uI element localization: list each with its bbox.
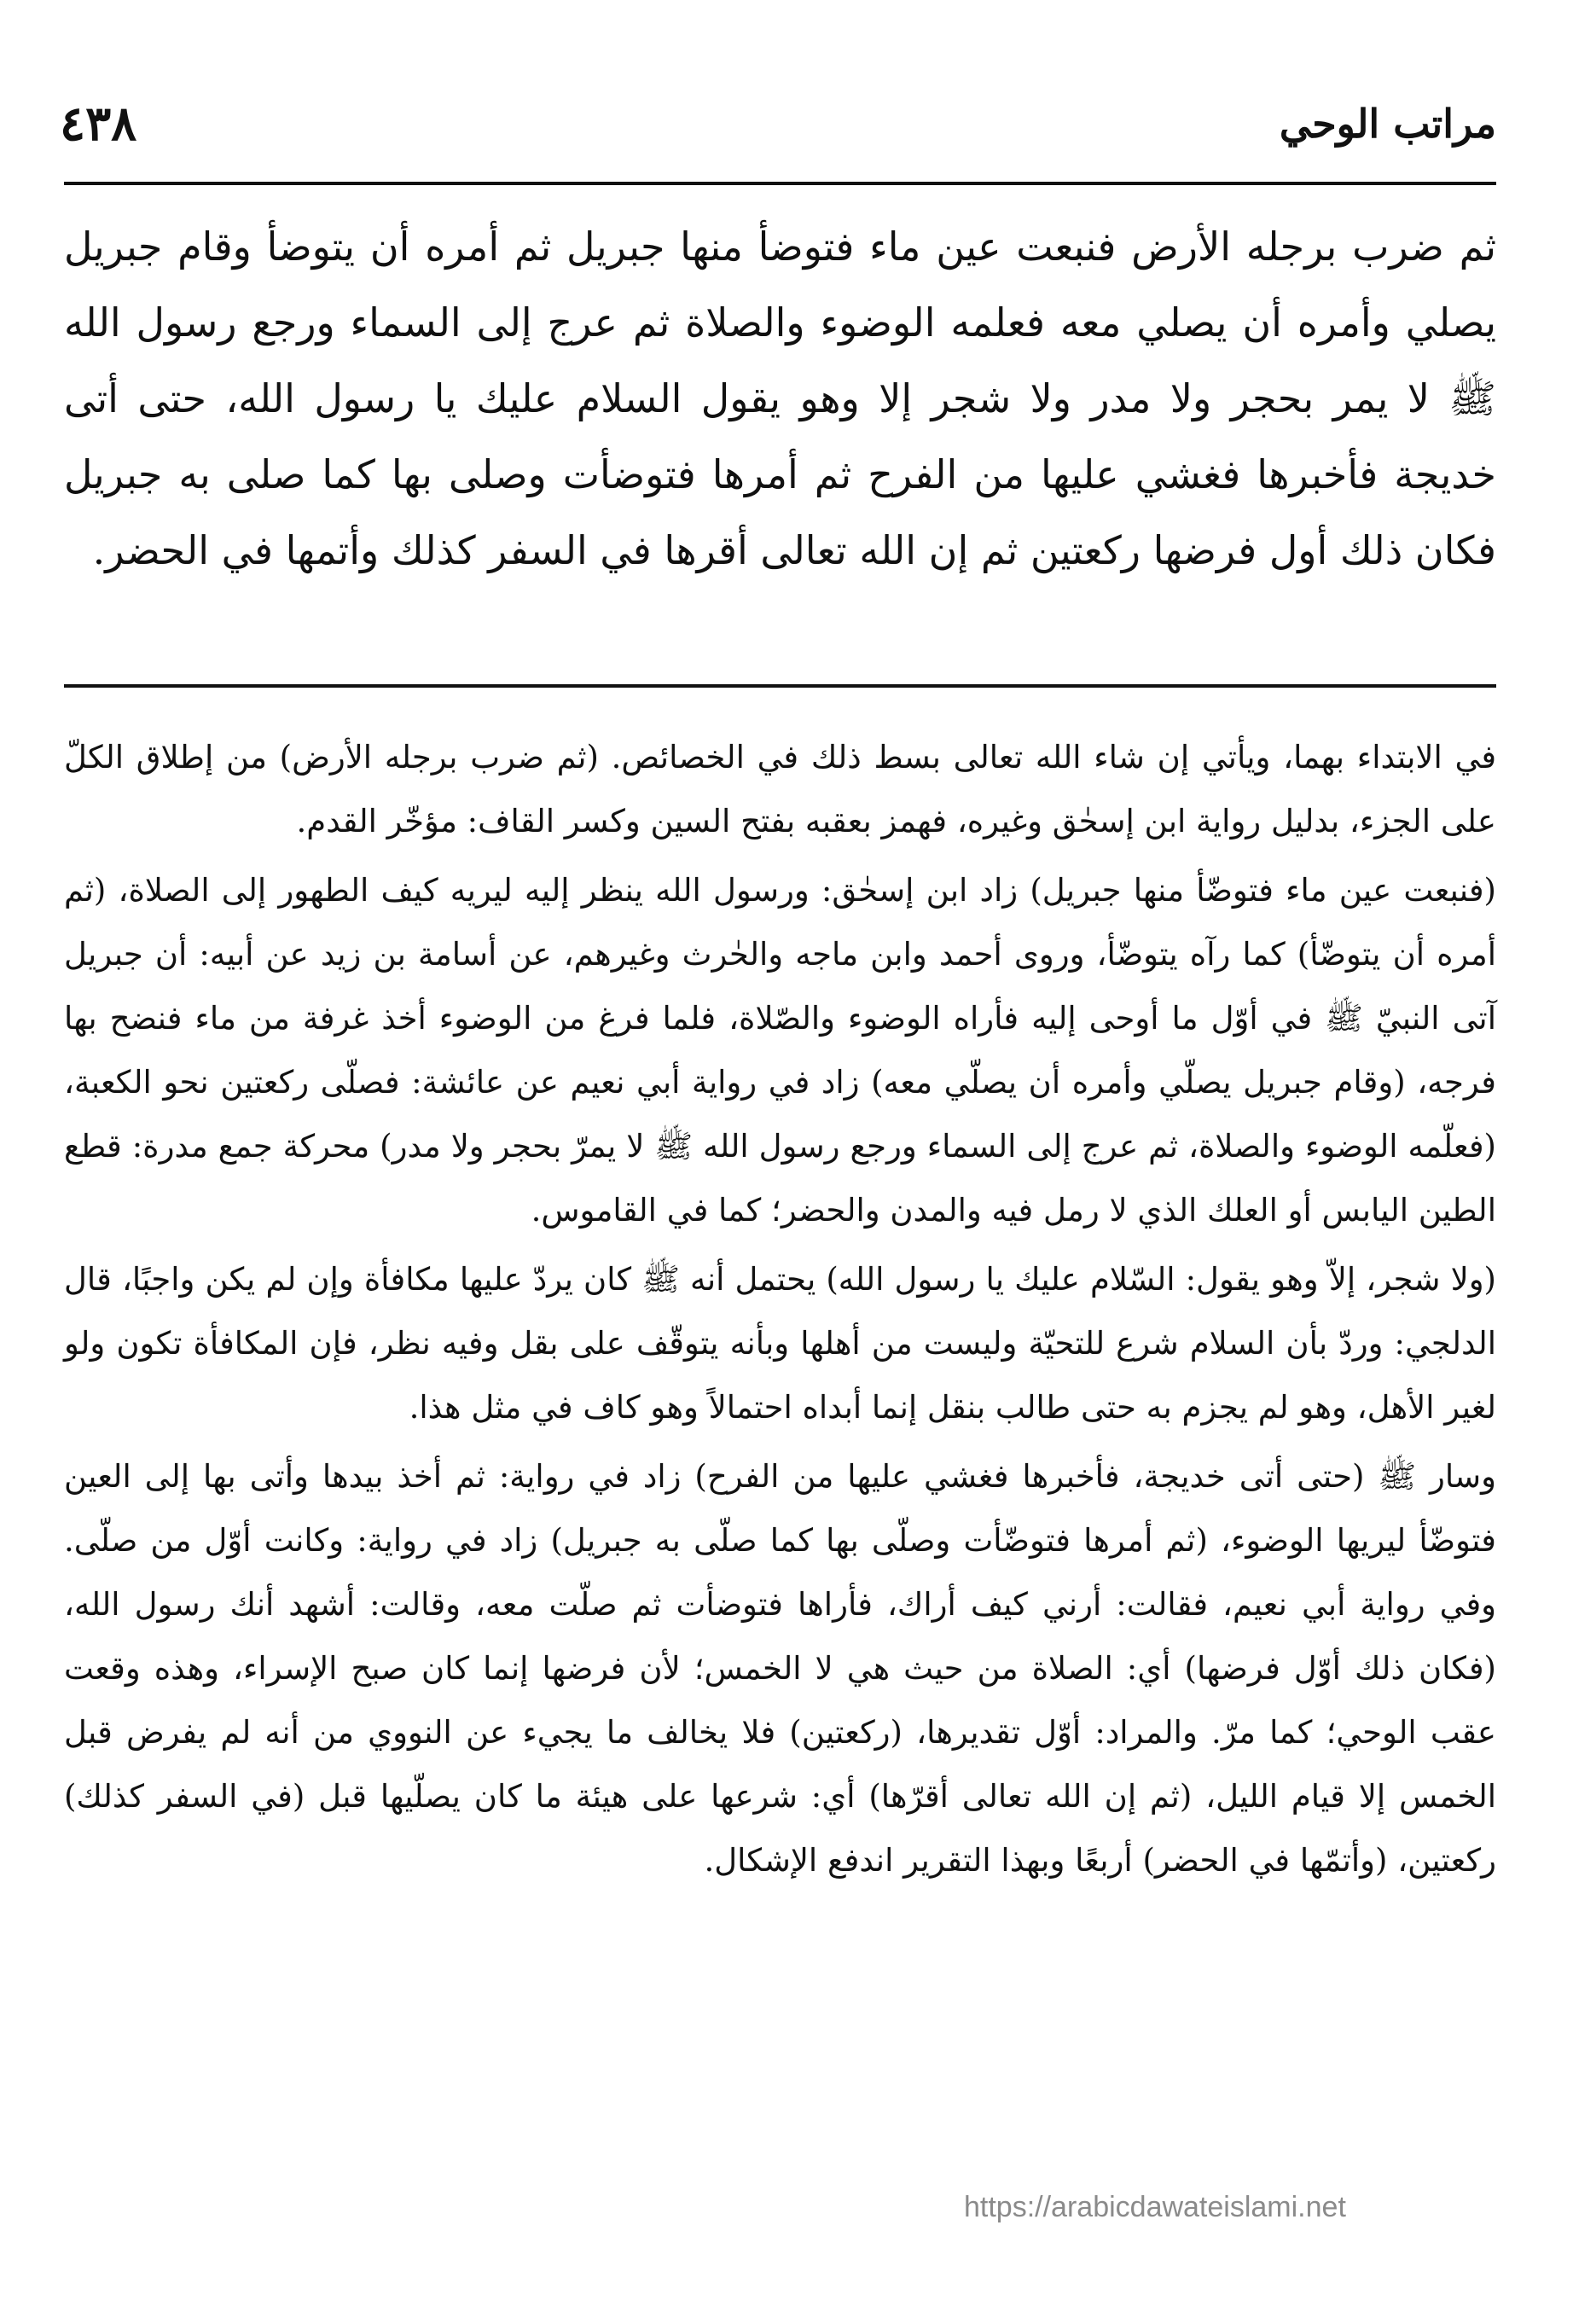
commentary-paragraph: في الابتداء بهما، ويأتي إن شاء الله تعالى بسط ذلك في الخصائص. (ثم ضرب برجله الأرض) من إطلاق الكلّ على الجزء، بدليل رواية ابن إسحٰق وغيره، فهمز بعقبه بفتح السين وكسر القاف: مؤخّر القدم. xyxy=(64,739,1496,840)
commentary-paragraph: وسار ﷺ (حتى أتى خديجة، فأخبرها فغشي عليها من الفرح) زاد في رواية: ثم أخذ بيدها وأتى بها إلى العين فتوضّأ ليريها الوضوء، (ثم أمرها فتوضّأت وصلّى بها كما صلّى به جبريل) زاد في رواية: وكانت أوّل من صلّى. وفي رواية أبي نعيم، فقالت: أرني كيف أراك، فأراها فتوضأت ثم صلّت معه، وقالت: أشهد أنك رسول الله، (فكان ذلك أوّل فرضها) أي: الصلاة من حيث هي لا الخمس؛ لأن فرضها إنما كان صبح الإسراء، وهذه وقعت عقب الوحي؛ كما مرّ. والمراد: أوّل تقديرها، (ركعتين) فلا يخالف ما يجيء عن النووي من أنه لم يفرض قبل الخمس إلا قيام الليل، (ثم إن الله تعالى أقرّها) أي: شرعها على هيئة ما كان يصلّيها قبل (في السفر كذلك) ركعتين، (وأتمّها في الحضر) أربعًا وبهذا التقرير اندفع الإشكال. xyxy=(64,1458,1496,1879)
commentary-paragraph: (فنبعت عين ماء فتوضّأ منها جبريل) زاد ابن إسحٰق: ورسول الله ينظر إليه ليريه كيف الطهور إلى الصلاة، (ثم أمره أن يتوضّأ) كما رآه يتوضّأ، وروى أحمد وابن ماجه والحٰرث وغيرهم، عن أسامة بن زيد عن أبيه: أن جبريل آتى النبيّ ﷺ في أوّل ما أوحى إليه فأراه الوضوء والصّلاة، فلما فرغ من الوضوء أخذ غرفة من ماء فنضح بها فرجه، (وقام جبريل يصلّي وأمره أن يصلّي معه) زاد في رواية أبي نعيم عن عائشة: فصلّى ركعتين نحو الكعبة، (فعلّمه الوضوء والصلاة، ثم عرج إلى السماء ورجع رسول الله ﷺ لا يمرّ بحجر ولا مدر) محركة جمع مدرة: قطع الطين اليابس أو العلك الذي لا رمل فيه والمدن والحضر؛ كما في القاموس. xyxy=(64,872,1496,1229)
main-text: ثم ضرب برجله الأرض فنبعت عين ماء فتوضأ منها جبريل ثم أمره أن يتوضأ وقام جبريل يصلي وأمره أن يصلي معه فعلمه الوضوء والصلاة ثم عرج إلى السماء ورجع رسول الله ﷺ لا يمر بحجر ولا مدر ولا شجر إلا وهو يقول السلام عليك يا رسول الله، حتى أتى خديجة فأخبرها فغشي عليها من الفرح ثم أمرها فتوضأت وصلى بها كما صلى به جبريل فكان ذلك أول فرضها ركعتين ثم إن الله تعالى أقرها في السفر كذلك وأتمها في الحضر. xyxy=(64,224,1496,573)
header-divider xyxy=(64,182,1496,185)
page-header xyxy=(60,81,1496,166)
commentary-paragraph: (ولا شجر، إلاّ وهو يقول: السّلام عليك يا رسول الله) يحتمل أنه ﷺ كان يردّ عليها مكافأة وإن لم يكن واجبًا، قال الدلجي: وردّ بأن السلام شرع للتحيّة وليست من أهلها وبأنه يتوقّف على بقل وفيه نظر، فإن المكافأة تكون ولو لغير الأهل، وهو لم يجزم به حتى طالب بنقل إنما أبداه احتمالاً وهو كاف في مثل هذا. xyxy=(64,1261,1496,1426)
running-title: مراتب الوحي xyxy=(1279,101,1496,147)
watermark-url: https://arabicdawateislami.net xyxy=(964,2191,1346,2223)
commentary xyxy=(64,725,1496,1897)
page-number: ٤٣٨ xyxy=(60,96,137,152)
text-divider xyxy=(64,684,1496,688)
